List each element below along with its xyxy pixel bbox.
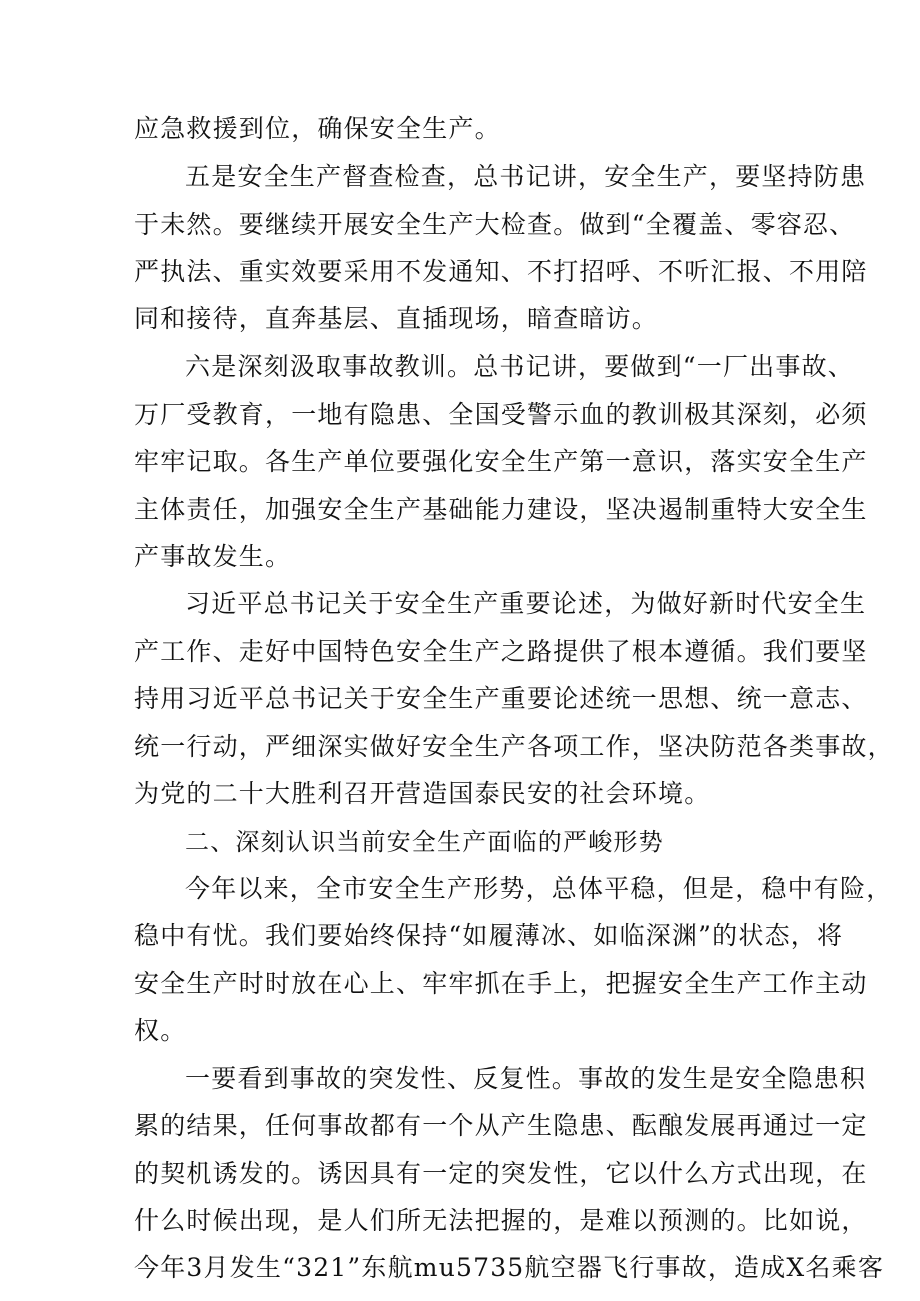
line-text: 统一行动，严细深实做好安全生产各项工作，坚决防范各类事故， [134,732,894,761]
text-line-14 [0,725,920,769]
line-text: 应急救援到位，确保安全生产。 [134,114,501,143]
text-line-3 [0,203,920,247]
text-line-13 [0,677,920,721]
text-line-22 [0,1104,920,1148]
text-line-1 [0,107,920,151]
line-text: 为党的二十大胜利召开营造国泰民安的社会环境。 [134,779,711,808]
line-text: 万厂受教育，一地有隐患、全国受警示血的教训极其深刻，必须 [134,400,868,429]
text-line-15 [0,772,920,816]
text-line-21 [0,1057,920,1101]
text-line-4 [0,250,920,294]
line-text: 的契机诱发的。诱因具有一定的突发性，它以什么方式出现，在 [134,1159,868,1188]
line-text: 严执法、重实效要采用不发通知、不打招呼、不听汇报、不用陪 [134,257,868,286]
line-text: 安全生产时时放在心上、牢牢抓在手上，把握安全生产工作主动 [134,969,868,998]
line-text: 于未然。要继续开展安全生产大检查。做到“全覆盖、零容忍、 [134,210,856,239]
line-text: 权。 [134,1016,187,1045]
text-line-6 [0,345,920,389]
line-text: 主体责任，加强安全生产基础能力建设，坚决遏制重特大安全生 [134,495,868,524]
text-line-17 [0,867,920,911]
text-line-25 [0,1246,920,1290]
section-heading [0,820,920,864]
text-line-7 [0,393,920,437]
line-text: 累的结果，任何事故都有一个从产生隐患、酝酿发展再通过一定 [134,1111,868,1140]
line-text: 五是安全生产督查检查，总书记讲，安全生产，要坚持防患 [185,162,867,191]
text-line-19 [0,962,920,1006]
line-text: 稳中有忧。我们要始终保持“如履薄冰、如临深渊”的状态，将 [134,921,844,950]
line-text: 持用习近平总书记关于安全生产重要论述统一思想、统一意志、 [134,684,868,713]
text-line-20 [0,1009,920,1053]
text-line-9 [0,488,920,532]
text-line-24 [0,1199,920,1243]
line-text: 习近平总书记关于安全生产重要论述，为做好新时代安全生 [185,589,867,618]
line-text: 产工作、走好中国特色安全生产之路提供了根本遵循。我们要坚 [134,637,868,666]
line-text: 同和接待，直奔基层、直插现场，暗查暗访。 [134,304,659,333]
line-text: 牢牢记取。各生产单位要强化安全生产第一意识，落实安全生产 [134,447,868,476]
text-line-12 [0,630,920,674]
text-line-2 [0,155,920,199]
line-text: 今年以来，全市安全生产形势，总体平稳，但是，稳中有险， [185,874,893,903]
text-line-5 [0,297,920,341]
text-line-18 [0,914,920,958]
line-text: 什么时候出现，是人们所无法把握的，是难以预测的。比如说， [134,1206,868,1235]
line-text: 六是深刻汲取事故教训。总书记讲，要做到“一厂出事故、 [185,352,854,381]
text-line-10 [0,535,920,579]
line-text: 一要看到事故的突发性、反复性。事故的发生是安全隐患积 [185,1064,867,1093]
text-line-23 [0,1152,920,1196]
text-line-8 [0,440,920,484]
line-text: 产事故发生。 [134,542,292,571]
section-heading-text: 二、深刻认识当前安全生产面临的严峻形势 [185,828,664,856]
text-line-11 [0,582,920,626]
line-text: 今年3月发生“321”东航mu5735航空器飞行事故，造成X名乘客 [134,1253,885,1282]
